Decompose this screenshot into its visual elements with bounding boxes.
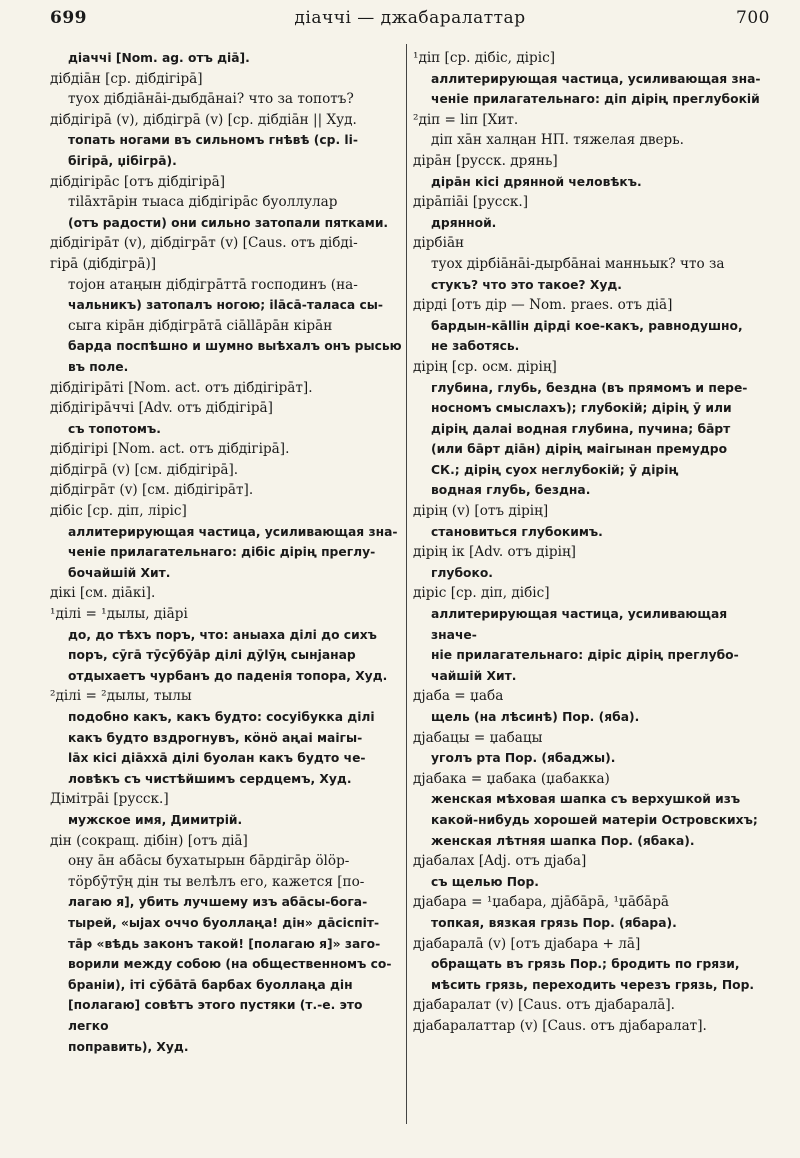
- entry-text-line: обращать въ грязь Пор.; бродить по грязи,: [431, 957, 740, 972]
- entry-headword-line: дірің ік [Adv. отъ дірің]: [413, 544, 576, 561]
- entry-headword-line: дібдігірāті [Nom. act. отъ дібдігірāт].: [50, 379, 313, 396]
- entry-text-line: ченіе прилагательнаго: дібіс дірің преглу-: [68, 545, 376, 560]
- entry-text-line: стукъ? что это такое? Худ.: [431, 277, 622, 292]
- entry-headword-line: дібдіāн [ср. дібдігірā]: [50, 70, 203, 87]
- entry-headword-line: дін (сокращ. дібін) [отъ діā]: [50, 832, 248, 849]
- entry-text-line: діаччі [Nom. ag. отъ діā].: [68, 51, 250, 65]
- right-column: [413, 48, 770, 1037]
- entry-text-line: становиться глубокимъ.: [431, 524, 603, 539]
- entry-text-line: барда поспѣшно и шумно выѣхалъ онъ рысью: [68, 339, 402, 354]
- entry-text-line: водная глубь, бездна.: [431, 483, 591, 498]
- entry-headword-line: дірбіāн: [413, 235, 465, 252]
- entry-text-line: поръ, сӯгā тӯсӯбӯāр ділі дӯlӯң сынјанар: [68, 648, 356, 663]
- entry-text-line: лагаю я], убить лучшему изъ абāсы-бога-: [68, 895, 368, 910]
- entry-text-line: [полагаю] совѣтъ этого пустяки (т.-е. это легко: [68, 998, 363, 1033]
- entry-headword-line: Дімітрāі [русск.]: [50, 791, 169, 808]
- entry-text-line: бочайшій Хит.: [68, 565, 171, 580]
- entry-headword-line: дірді [отъ дір — Nom. praes. отъ діā]: [413, 297, 673, 314]
- entry-text-line: аллитерирующая частица, усиливающая значе-: [431, 607, 728, 642]
- entry-text-line: мужское имя, Димитрій.: [68, 812, 243, 827]
- entry-text-line: топать ногами въ сильномъ гнѣвѣ (ср. lі-: [68, 133, 358, 148]
- entry-text-line: поправить), Худ.: [68, 1039, 189, 1054]
- entry-headword-line: дібдігрā (v) [см. дібдігірā].: [50, 461, 239, 478]
- entry-headword-line: дірāн [русск. дрянь]: [413, 152, 558, 169]
- entry-text-line: подобно какъ, какъ будто: сосуібукка ділі: [68, 710, 375, 724]
- entry-text-line: съ щелью Пор.: [431, 874, 539, 889]
- entry-headword-line: дјабацы = џабацы: [413, 729, 543, 746]
- entry-headword-line: дібдігірāччі [Adv. отъ дібдігірā]: [50, 400, 273, 417]
- entry-headword-line: діріс [ср. діп, дібіс]: [413, 585, 550, 602]
- column-divider: [406, 44, 407, 1124]
- entry-text-line: отдыхаетъ чурбанъ до паденія топора, Худ.: [68, 668, 388, 683]
- entry-text-line: дрянной.: [431, 215, 497, 230]
- entry-text-line: не заботясь.: [431, 339, 520, 354]
- entry-text-line: тіlāхтāрін тыаса дібдігірāс буоллулар: [68, 194, 338, 211]
- entry-text-line: уголъ рта Пор. (ябаджы).: [431, 751, 616, 766]
- entry-text-line: ворили между собою (на общественномъ со-: [68, 957, 392, 972]
- entry-text-line: тāр «вѣдь законъ такой! [полагаю я]» заго-: [68, 936, 381, 951]
- entry-text-line: до, до тѣхъ поръ, что: аныаха ділі до сихъ: [68, 627, 377, 642]
- entry-text-line: топкая, вязкая грязь Пор. (ябара).: [431, 915, 677, 930]
- entry-headword-line: дірāпіāі [русск.]: [413, 194, 529, 211]
- entry-text-line: СК.; дірің суох неглубокій; ӯ дірің: [431, 462, 679, 477]
- entry-text-line: (отъ радости) они сильно затопали пятками.: [68, 215, 389, 230]
- entry-headword-line: дібдігірāс [отъ дібдігірā]: [50, 173, 226, 190]
- entry-text-line: діп хāн халңан НП. тяжелая дверь.: [431, 132, 684, 149]
- entry-headword-line: дірің (v) [отъ дірің]: [413, 503, 549, 520]
- entry-text-line: ченіе прилагательнаго: діп дірің преглубокій: [431, 92, 760, 107]
- entry-headword-line: дібдігірі [Nom. act. отъ дібдігірā].: [50, 441, 290, 458]
- entry-headword-line: дірің [ср. осм. дірің]: [413, 358, 557, 375]
- entry-headword-line: дібдігірā (v), дібдігрā (v) [ср. дібдіāн || Худ.: [50, 111, 357, 128]
- entry-headword-line: ¹ділі = ¹дылы, діāрі: [50, 606, 188, 623]
- entry-text-line: мѣсить грязь, переходить черезъ грязь, Пор.: [431, 977, 755, 992]
- entry-text-line: чайшій Хит.: [431, 668, 517, 683]
- entry-text-line: аллитерирующая частица, усиливающая зна-: [431, 71, 761, 86]
- entry-text-line: какой-нибудь хорошей матеріи Островскихъ;: [431, 812, 758, 827]
- left-column: [50, 48, 402, 1057]
- entry-headword-line: дјабалах [Adj. отъ дјаба]: [413, 853, 587, 870]
- entry-headword-line: дјабара = ¹џабара, дјāбāрā, ¹џāбāрā: [413, 894, 670, 911]
- entry-text-line: браніи), іті сӯбāтā барбах буоллаңа дін: [68, 977, 353, 992]
- entry-headword-line: дікі [см. діāкі].: [50, 585, 156, 602]
- running-headwords: діаччі — джабаралаттар: [294, 8, 526, 28]
- entry-text-line: туох дірбіāнāі-дырбāнаі манньык? что за: [431, 255, 725, 272]
- page-header: [50, 6, 770, 32]
- entry-headword-line: дјабаралат (v) [Caus. отъ дјабаралā].: [413, 997, 675, 1014]
- entry-text-line: носномъ смыслахъ); глубокій; дірің ӯ или: [431, 401, 732, 416]
- entry-text-line: глубина, глубь, бездна (въ прямомъ и пере-: [431, 380, 748, 395]
- entry-text-line: бігірā, џібігрā).: [68, 153, 177, 168]
- entry-headword-line: ²ділі = ²дылы, тылы: [50, 688, 192, 705]
- entry-headword-line: дібіс [ср. діп, ліріс]: [50, 503, 187, 520]
- entry-headword-line: гірā (дібдігрā)]: [50, 255, 157, 272]
- entry-headword-line: дјаба = џаба: [413, 688, 504, 705]
- entry-text-line: женская лѣтняя шапка Пор. (ябака).: [431, 833, 695, 848]
- entry-text-line: глубоко.: [431, 565, 493, 580]
- entry-text-line: тырей, «ыjах оччо буоллаңа! дін» дāсіспіт-: [68, 915, 380, 930]
- entry-text-line: въ поле.: [68, 359, 129, 374]
- entry-headword-line: дјабака = џабака (џабакка): [413, 770, 610, 787]
- entry-text-line: сыга кірāн дібдігрāтā сіāllāрāн кірāн: [68, 317, 333, 334]
- entry-text-line: дірің далаі водная глубина, пучина; бāрт: [431, 421, 731, 436]
- entry-headword-line: дјабаралā (v) [отъ дјабара + лā]: [413, 935, 641, 952]
- entry-headword-line: ¹діп [ср. дібіс, діріс]: [413, 50, 555, 66]
- entry-text-line: женская мѣховая шапка съ верхушкой изъ: [431, 792, 741, 807]
- page-number-left: 699: [50, 8, 87, 28]
- entry-text-line: аллитерирующая частица, усиливающая зна-: [68, 524, 398, 539]
- entry-text-line: ону āн абāсы бухатырын бāрдігāр ӧlӧр-: [68, 853, 350, 870]
- entry-text-line: съ топотомъ.: [68, 421, 161, 436]
- entry-text-line: какъ будто вздрогнувъ, кӧнӧ аңаі маігы-: [68, 730, 363, 745]
- entry-text-line: ніе прилагательнаго: діріс дірің преглубо-: [431, 648, 739, 663]
- entry-text-line: туох дібдіāнāі-дыбдāнаі? что за топотъ?: [68, 91, 354, 108]
- entry-text-line: lāх кісі діāххā ділі буолан какъ будто че-: [68, 751, 366, 766]
- entry-headword-line: дјабаралаттар (v) [Caus. отъ дјабаралат].: [413, 1017, 707, 1034]
- entry-text-line: тӧрбӯтӯң дін ты велѣлъ его, кажется [по-: [68, 873, 365, 890]
- entry-text-line: бардын-кāllін дірді кое-какъ, равнодушно,: [431, 318, 743, 333]
- entry-text-line: (или бāрт діāн) дірің маігынан премудро: [431, 442, 728, 457]
- entry-text-line: чальникъ) затопалъ ногою; ilāсā-таласа сы-: [68, 298, 383, 313]
- entry-text-line: тоjон атаңын дібдігрāттā господинъ (на-: [68, 276, 358, 293]
- entry-text-line: щель (на лѣсинѣ) Пор. (яба).: [431, 710, 640, 724]
- entry-text-line: ловѣкъ съ чистѣйшимъ сердцемъ, Худ.: [68, 771, 352, 786]
- entry-headword-line: дібдігірāт (v), дібдігрāт (v) [Caus. отъ дібді-: [50, 235, 358, 252]
- entry-headword-line: ²діп = lіп [Хит.: [413, 111, 519, 128]
- page-number-right: 700: [736, 8, 770, 28]
- entry-text-line: дірāн кісі дрянной человѣкъ.: [431, 174, 642, 189]
- entry-headword-line: дібдігрāт (v) [см. дібдігірāт].: [50, 482, 254, 499]
